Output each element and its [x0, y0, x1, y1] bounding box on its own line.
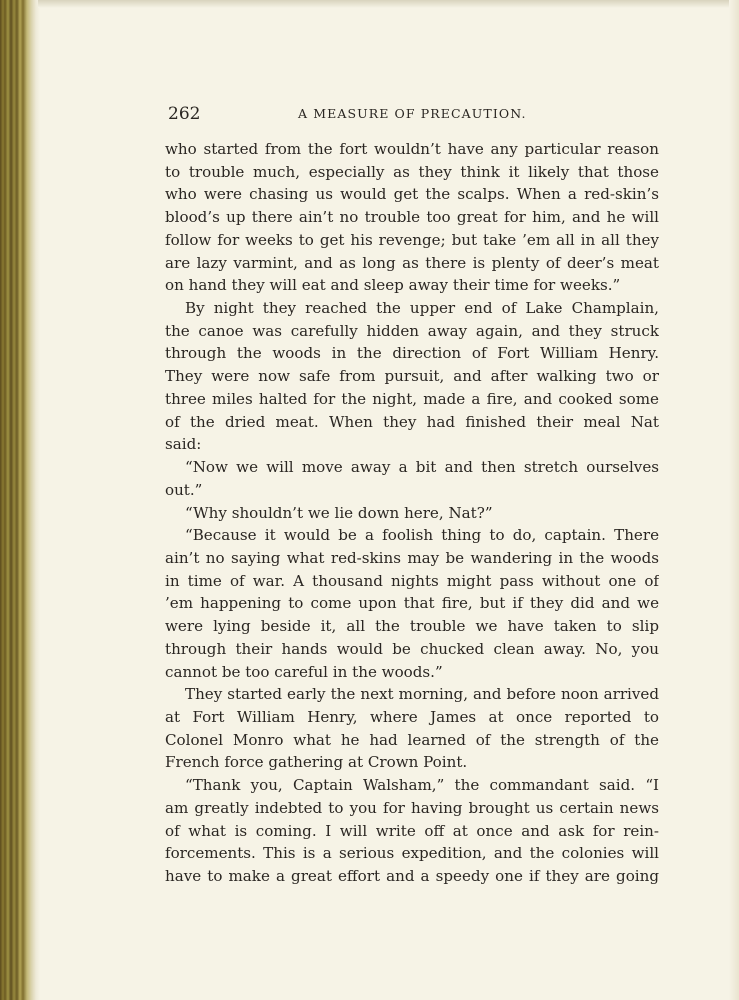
text-line: said:: [165, 435, 202, 454]
text-line: through the woods in the direction of Fort William Henry.: [165, 344, 659, 363]
text-line: through their hands would be chucked clean away. No, you: [165, 639, 659, 658]
text-line: French force gathering at Crown Point.: [165, 753, 468, 772]
text-line: in time of war. A thousand nights might pass without one of: [165, 571, 659, 590]
text-line: By night they reached the upper end of Lake Champlain,: [185, 299, 659, 318]
text-line: am greatly indebted to you for having brought us certain news: [165, 798, 659, 817]
text-line: blood’s up there ain’t no trouble too great for him, and he will: [165, 208, 659, 227]
text-line: They were now safe from pursuit, and after walking two or: [165, 367, 659, 386]
text-line: forcements. This is a serious expedition, and the colonies will: [165, 844, 659, 863]
book-binding-gutter: [0, 0, 40, 1000]
text-line: are lazy varmint, and as long as there is plenty of deer’s meat: [165, 253, 659, 272]
text-line: out.”: [165, 480, 203, 499]
text-line: to trouble much, especially as they think it likely that those: [165, 162, 659, 181]
page-right-edge: [729, 0, 739, 1000]
text-line: ain’t no saying what red-skins may be wandering in the woods: [165, 548, 659, 567]
text-line: of the dried meat. When they had finished their meal Nat: [165, 412, 659, 431]
text-line: “Why shouldn’t we lie down here, Nat?”: [185, 503, 493, 522]
text-line: were lying beside it, all the trouble we have taken to slip: [165, 617, 659, 636]
text-line: the canoe was carefully hidden away again, and they struck: [165, 321, 659, 340]
text-line: who were chasing us would get the scalps. When a red-skin’s: [165, 185, 659, 204]
text-line: on hand they will eat and sleep away their time for weeks.”: [165, 276, 621, 295]
text-line: “Because it would be a foolish thing to do, captain. There: [185, 526, 659, 545]
body-text: [165, 138, 659, 888]
text-line: “Now we will move away a bit and then stretch ourselves: [185, 458, 659, 477]
text-line: cannot be too careful in the woods.”: [165, 662, 443, 681]
text-line: follow for weeks to get his revenge; but take ’em all in all they: [165, 230, 659, 249]
text-line: ’em happening to come upon that fire, but if they did and we: [165, 594, 659, 613]
text-line: “Thank you, Captain Walsham,” the commandant said. “I: [185, 776, 659, 795]
text-line: three miles halted for the night, made a fire, and cooked some: [165, 389, 659, 408]
text-line: They started early the next morning, and before noon arrived: [185, 685, 659, 704]
page-number: 262: [168, 104, 201, 124]
text-line: of what is coming. I will write off at once and ask for rein-: [165, 821, 659, 840]
text-line: at Fort William Henry, where James at once reported to: [165, 707, 659, 726]
page-header: [168, 102, 659, 126]
text-line: have to make a great effort and a speedy one if they are going: [165, 867, 659, 885]
page-top-shadow: [38, 0, 739, 8]
text-line: who started from the fort wouldn’t have any particular reason: [165, 140, 659, 158]
text-line: Colonel Monro what he had learned of the strength of the: [165, 730, 659, 749]
running-title: A MEASURE OF PRECAUTION.: [298, 106, 527, 121]
